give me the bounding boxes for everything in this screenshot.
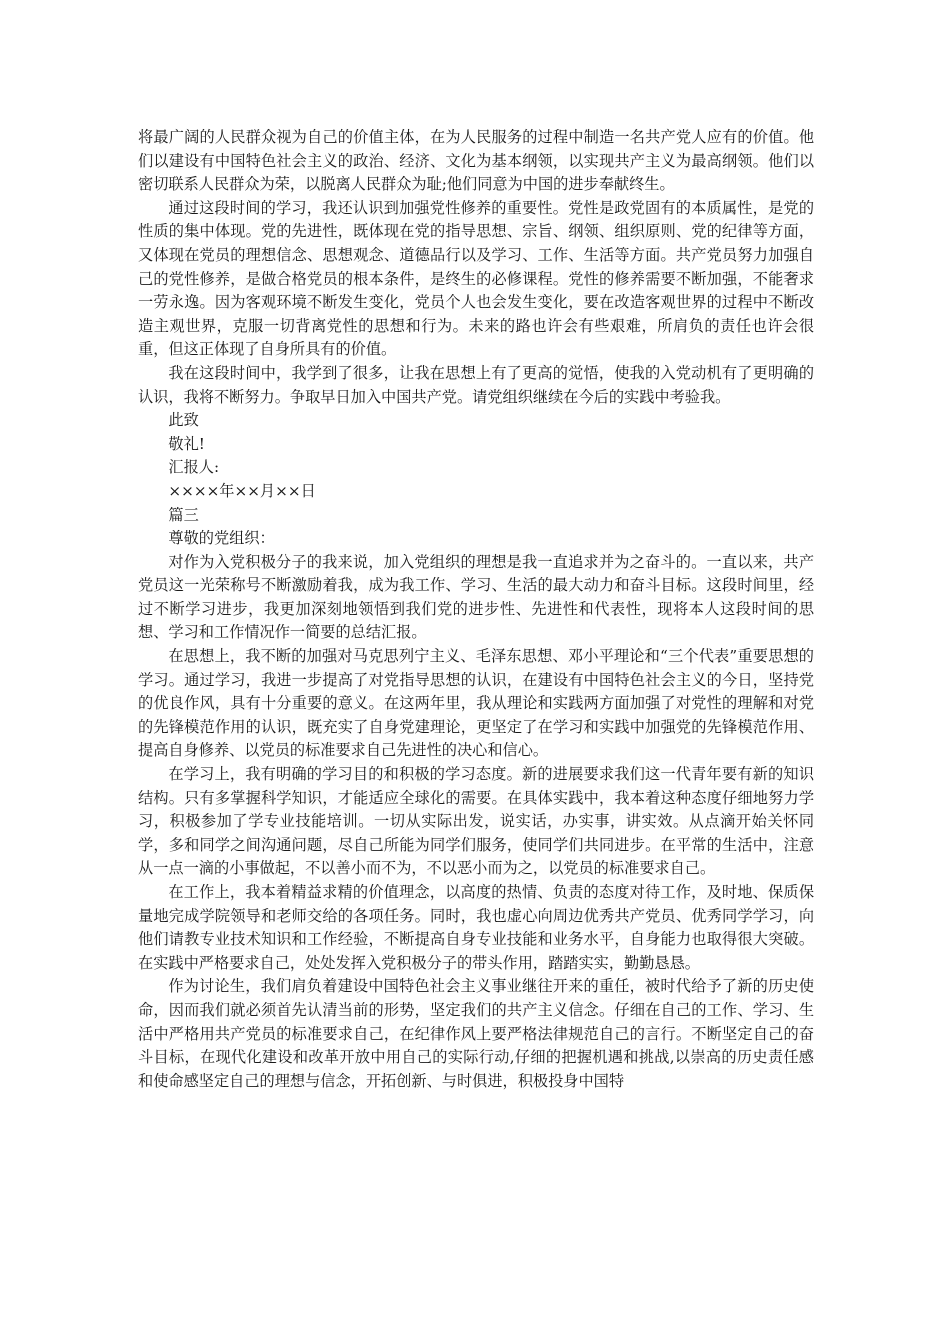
closing-salutation: 此致 xyxy=(168,411,199,430)
letter-greeting: 尊敬的党组织： xyxy=(168,529,275,548)
paragraph-study: 在学习上，我有明确的学习目的和积极的学习态度。新的进展要求我们这一代青年要有新的知识结构。只有多掌握科学知识，才能适应全球化的需要。在具体实践中，我本着这种态度仔细地努力学习，积极参加了学专业技能培训。一切从实际出发，说实话，办实事，讲实效。从点滴开始关怀同学，多和同学之间沟通问题，尽自己所能为同学们服务，使同学们共同进步。在平常的生活中，注意从一点一滴的小事做起，不以善小而不为，不以恶小而为之，以党员的标准要求自己。 xyxy=(138,765,814,878)
closing-respect: 敬礼! xyxy=(168,434,205,453)
paragraph-intro: 对作为入党积极分子的我来说，加入党组织的理想是我一直追求并为之奋斗的。一直以来，共产党员这一光荣称号不断激励着我，成为我工作、学习、生活的最大动力和奋斗目标。这段时间里，经过不断学习进步，我更加深刻地领悟到我们党的进步性、先进性和代表性，现将本人这段时间的思想、学习和工作情况作一简要的总结汇报。 xyxy=(138,552,814,642)
reporter-label: 汇报人: xyxy=(168,458,220,477)
paragraph-thought: 在思想上，我不断的加强对马克思列宁主义、毛泽东思想、邓小平理论和“三个代表”重要思想的学习。通过学习，我进一步提高了对党指导思想的认识，在建设有中国特色社会主义的今日，坚持党的优良作风，具有十分重要的意义。在这两年里，我从理论和实践两方面加强了对党性的理解和对党的先锋模范作用的认识，既充实了自身党建理论，更坚定了在学习和实践中加强党的先锋模范作用、提高自身修养、以党员的标准要求自己先进性的决心和信心。 xyxy=(138,647,814,760)
document-body xyxy=(138,126,814,1093)
paragraph-1: 将最广阔的人民群众视为自己的价值主体，在为人民服务的过程中制造一名共产党人应有的价值。他们以建设有中国特色社会主义的政治、经济、文化为基本纲领，以实现共产主义为最高纲领。他们以密切联系人民群众为荣，以脱离人民群众为耻;他们同意为中国的进步奉献终生。 xyxy=(138,128,814,194)
paragraph-mission: 作为讨论生，我们肩负着建设中国特色社会主义事业继往开来的重任，被时代给予了新的历史使命，因而我们就必须首先认清当前的形势，坚定我们的共产主义信念。仔细在自己的工作、学习、生活中严格用共产党员的标准要求自己，在纪律作风上要严格法律规范自己的言行。不断坚定自己的奋斗目标，在现代化建设和改革开放中用自己的实际行动,仔细的把握机遇和挑战,以崇高的历史责任感和使命感坚定自己的理想与信念，开拓创新、与时俱进，积极投身中国特 xyxy=(138,977,814,1090)
paragraph-3: 我在这段时间中，我学到了很多，让我在思想上有了更高的觉悟，使我的入党动机有了更明确的认识，我将不断努力。争取早日加入中国共产党。请党组织继续在今后的实践中考验我。 xyxy=(138,363,814,406)
section-heading: 篇三 xyxy=(168,505,199,524)
paragraph-2: 通过这段时间的学习，我还认识到加强党性修养的重要性。党性是政党固有的本质属性，是党的性质的集中体现。党的先进性，既体现在党的指导思想、宗旨、纲领、组织原则、党的纪律等方面，又体现在党员的理想信念、思想观念、道德品行以及学习、工作、生活等方面。共产党员努力加强自己的党性修养，是做合格党员的根本条件，是终生的必修课程。党性的修养需要不断加强，不能奢求一劳永逸。因为客观环境不断发生变化，党员个人也会发生变化，要在改造客观世界的过程中不断改造主观世界，克服一切背离党性的思想和行为。未来的路也许会有些艰难，所肩负的责任也许会很重，但这正体现了自身所具有的价值。 xyxy=(138,198,814,359)
paragraph-work: 在工作上，我本着精益求精的价值理念，以高度的热情、负责的态度对待工作，及时地、保质保量地完成学院领导和老师交给的各项任务。同时，我也虚心向周边优秀共产党员、优秀同学学习，向他们请教专业技术知识和工作经验，不断提高自身专业技能和业务水平，自身能力也取得很大突破。在实践中严格要求自己，处处发挥入党积极分子的带头作用，踏踏实实，勤勤恳恳。 xyxy=(138,883,814,972)
report-date: ××××年××月××日 xyxy=(168,481,316,500)
